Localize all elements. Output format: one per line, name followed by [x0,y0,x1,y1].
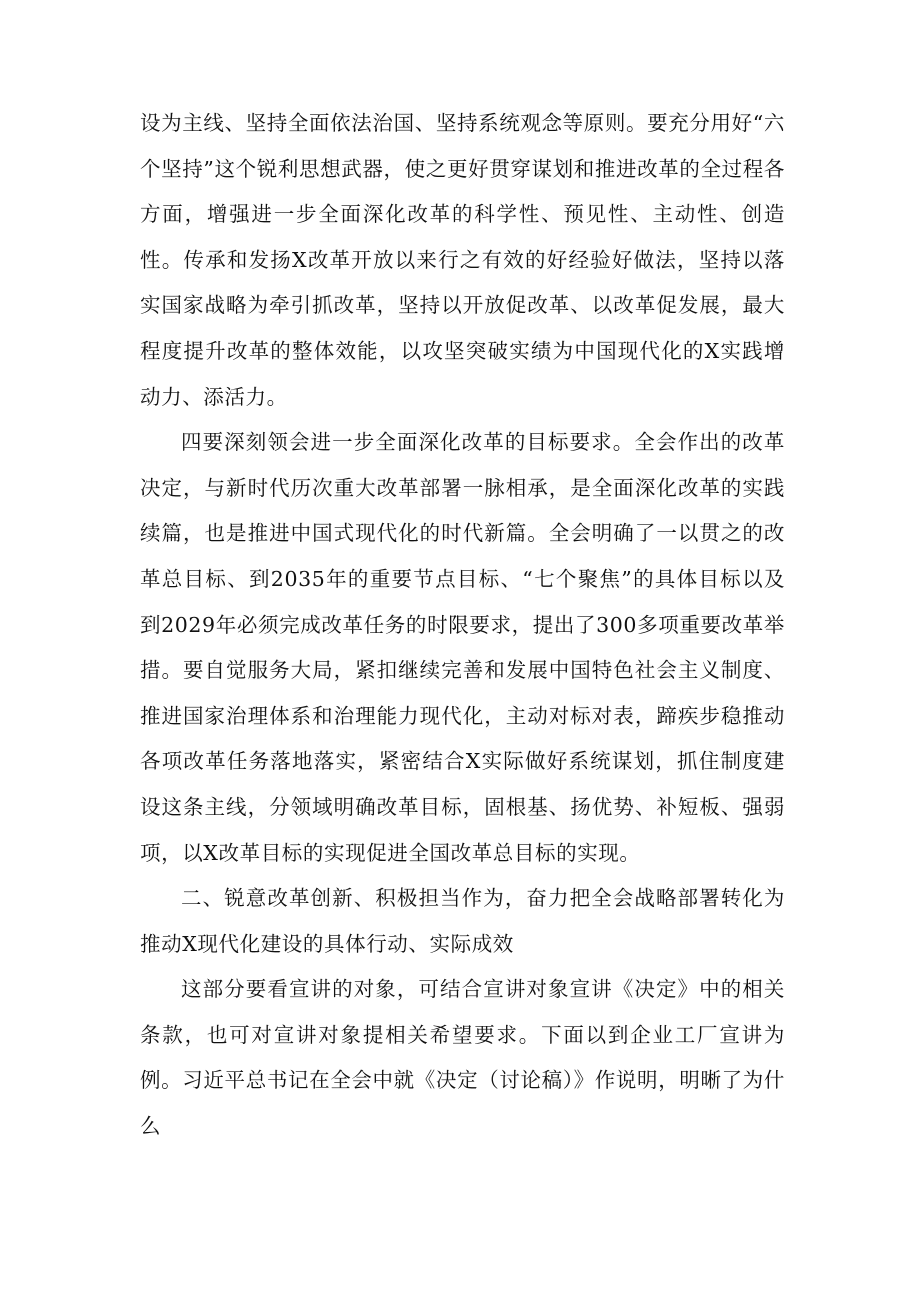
section-heading-two: 二、锐意改革创新、积极担当作为，奋力把全会战略部署转化为推动X现代化建设的具体行动、实际成效 [140,886,785,956]
document-page [140,101,785,1150]
paragraph-principles: 设为主线、坚持全面依法治国、坚持系统观念等原则。要充分用好“六个坚持”这个锐利思想武器，使之更好贯穿谋划和推进改革的全过程各方面，增强进一步全面深化改革的科学性、预见性、主动性、创造性。传承和发扬X改革开放以来行之有效的好经验好做法，坚持以落实国家战略为牵引抓改革，坚持以开放促改革、以改革促发展，最大程度提升改革的整体效能，以攻坚突破实绩为中国现代化的X实践增动力、添活力。 [140,111,785,409]
paragraph-goals: 四要深刻领会进一步全面深化改革的目标要求。全会作出的改革决定，与新时代历次重大改革部署一脉相承，是全面深化改革的实践续篇，也是推进中国式现代化的时代新篇。全会明确了一以贯之的改革总目标、到2035年的重要节点目标、“七个聚焦”的具体目标以及到2029年必须完成改革任务的时限要求，提出了300多项重要改革举措。要自觉服务大局，紧扣继续完善和发展中国特色社会主义制度、推进国家治理体系和治理能力现代化，主动对标对表，蹄疾步稳推动各项改革任务落地落实，紧密结合X实际做好系统谋划，抓住制度建设这条主线，分领域明确改革目标，固根基、扬优势、补短板、强弱项，以X改革目标的实现促进全国改革总目标的实现。 [140,430,785,865]
paragraph-audience: 这部分要看宣讲的对象，可结合宣讲对象宣讲《决定》中的相关条款，也可对宣讲对象提相关希望要求。下面以到企业工厂宣讲为例。习近平总书记在全会中就《决定（讨论稿）》作说明，明晰了为什么 [140,977,785,1139]
